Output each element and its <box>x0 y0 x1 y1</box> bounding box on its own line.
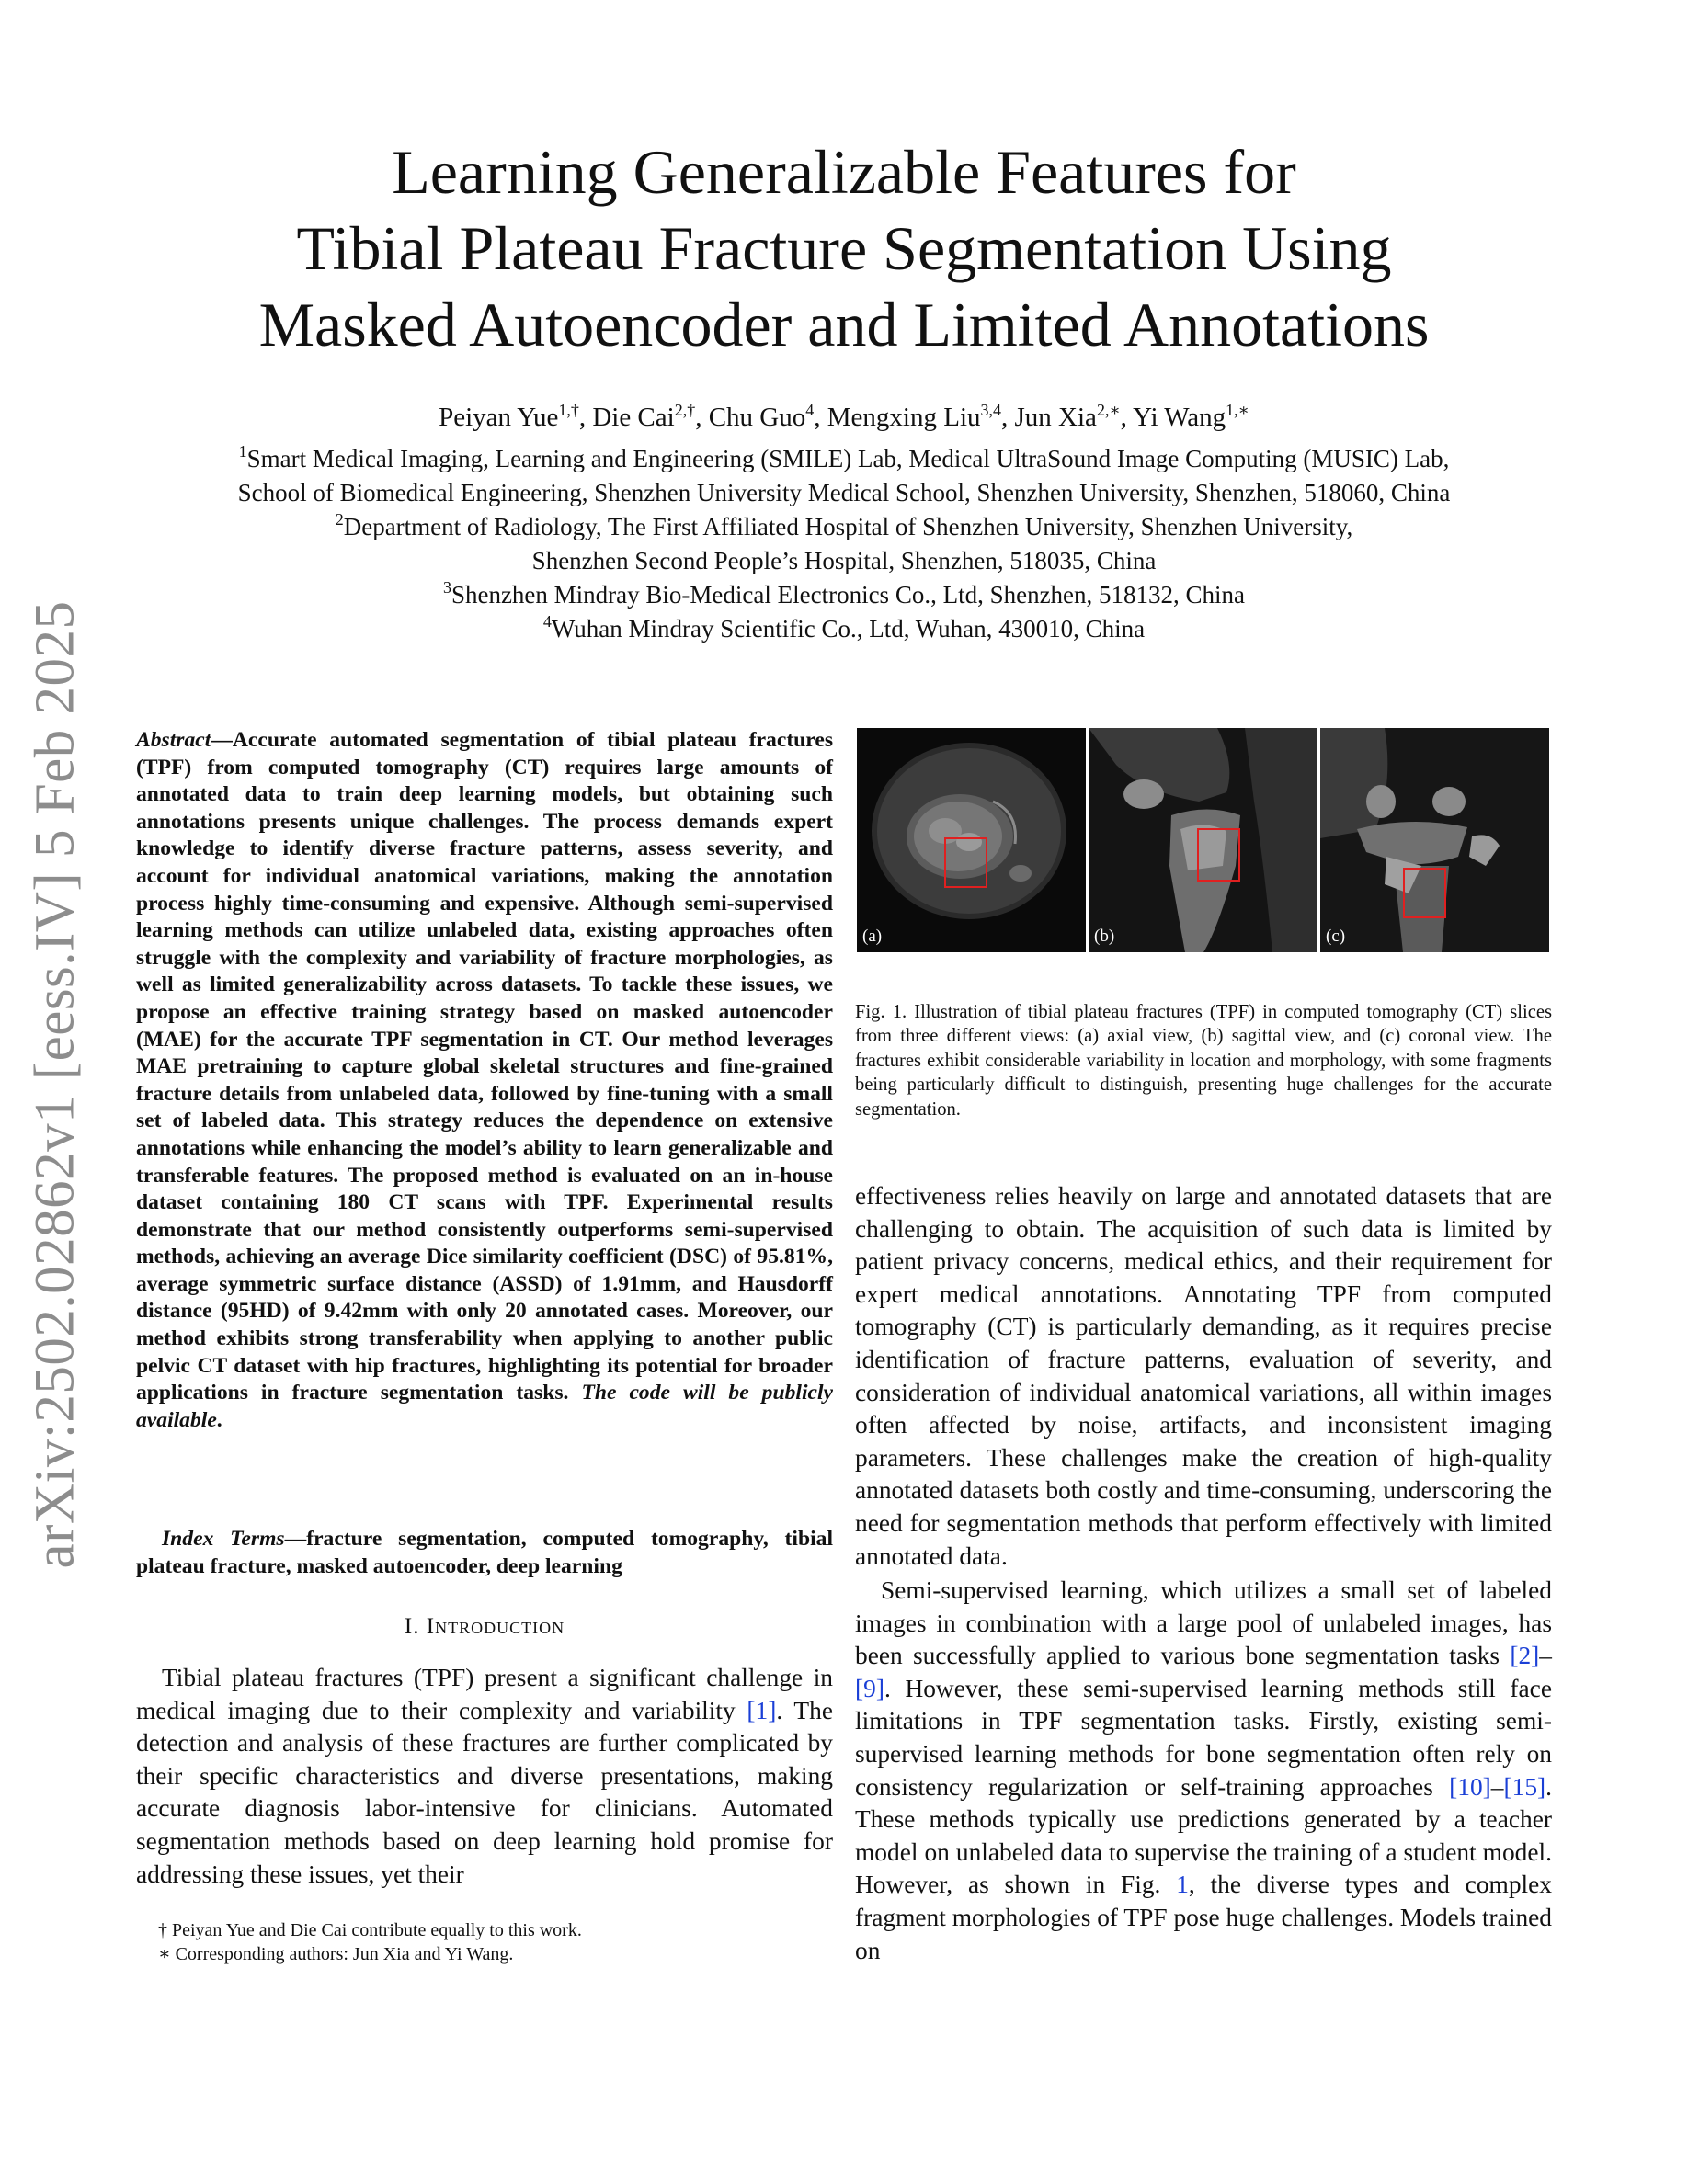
panel-label: (b) <box>1094 927 1115 946</box>
author: Yi Wang$^{1,∗}$ <box>1133 401 1249 432</box>
citation-link[interactable]: [9] <box>855 1674 884 1702</box>
intro-paragraph: Tibial plateau fractures (TPF) present a significant challenge in medical imaging due to their complexity and variability [1]. The detection and analysis of these fractures are further complicated by their specific characteristics and diverse presentations, making accurate diagnosis labor-intensive for clinicians. Automated segmentation methods based on deep learning hold promise for addressing these issues, yet their <box>136 1664 833 1888</box>
affiliation-line: $^1$Smart Medical Imaging, Learning and Engineering (SMILE) Lab, Medical UltraSound Image Computing (MUSIC) Lab, <box>238 442 1450 472</box>
section-heading: I. Introduction <box>404 1614 565 1639</box>
ct-coronal-view <box>1320 728 1549 952</box>
footnote: † Peiyan Yue and Die Cai contribute equally to this work. <box>158 1920 582 1940</box>
title-line: Learning Generalizable Features for <box>392 137 1296 207</box>
footnotes <box>136 1918 855 1966</box>
figure-1 <box>857 728 1549 952</box>
panel-label: (a) <box>862 927 883 946</box>
author-list: Peiyan Yue$^{1,\dagger}$, Die Cai$^{2,\dagger}$, Chu Guo$^4$, Mengxing Liu$^{3,4}$, Jun Xia$^{2,∗}$, Yi Wang$^{1,∗}$ <box>439 401 1249 432</box>
panel-label: (c) <box>1326 927 1346 946</box>
abstract: Abstract—Accurate automated segmentation of tibial plateau fractures (TPF) from computed tomography (CT) requires large amounts of annotated data to train deep learning models, but obtaining such annotations presents unique challenges. The process demands expert knowledge to identify diverse fracture patterns, assess severity, and account for individual anatomical variations, making the annotation process highly time-consuming and expensive. Although semi-supervised learning methods can utilize unlabeled data, existing approaches often struggle with the complexity and variability of fracture morphologies, as well as limited generalizability across datasets. To tackle these issues, we propose an effective training strategy based on masked autoencoder (MAE) for the accurate TPF segmentation in CT. Our method leverages MAE pretraining to capture global skeletal structures and fine-grained fracture details from unlabeled data, followed by fine-tuning with a small set of labeled data. This strategy reduces the dependence on extensive annotations while enhancing the model’s ability to learn generalizable and transferable features. The proposed method is evaluated on an in-house dataset containing 180 CT scans with TPF. Experimental results demonstrate that our method consistently outperforms semi-supervised methods, achieving an average Dice similarity coefficient (DSC) of 95.81%, average symmetric surface distance (ASSD) of 1.91mm, and Hausdorff distance (95HD) of 9.42mm with only 20 annotated cases. Moreover, our method exhibits strong transferability when applying to another public pelvic CT dataset with hip fractures, highlighting its potential for broader applications in fracture segmentation tasks. The code will be publicly available. <box>136 728 833 1432</box>
index-terms-label: Index Terms <box>162 1527 285 1551</box>
footnote: ∗ Corresponding authors: Jun Xia and Yi Wang. <box>158 1944 514 1964</box>
citation-link[interactable]: [1] <box>747 1696 777 1724</box>
ct-axial-view <box>857 728 1086 952</box>
figure-caption: Fig. 1. Illustration of tibial plateau fractures (TPF) in computed tomography (CT) slices from three different views: (a) axial view, (b) sagittal view, and (c) coronal view. The fractures exhibit considerable variability in location and morphology, with some fragments being particularly difficult to distinguish, presenting huge challenges for the accurate segmentation. <box>855 1002 1552 1120</box>
abstract-label: Abstract <box>136 728 211 752</box>
index-terms <box>136 1526 833 1580</box>
axial-ct-image <box>857 728 1086 952</box>
body-paragraph: Semi-supervised learning, which utilizes a small set of labeled images in combination with a large pool of unlabeled images, has been successfully applied to various bone segmentation tasks [2]–[9]. However, these semi-supervised learning methods still face limitations in TPF segmentation tasks. Firstly, existing semi-supervised learning methods for bone segmentation often rely on consistency regularization or self-training approaches [10]–[15]. These methods typically use predictions generated by a teacher model on unlabeled data to supervise the training of a student model. However, as shown in Fig. 1, the diverse types and complex fragment morphologies of TPF pose huge challenges. Models trained on <box>855 1576 1552 1964</box>
author: Jun Xia$^{2,∗}$ <box>1014 401 1121 432</box>
arxiv-sidebar <box>11 588 99 1581</box>
title-line: Masked Autoencoder and Limited Annotations <box>258 290 1430 359</box>
ct-sagittal-view <box>1089 728 1317 952</box>
paper-title <box>138 134 1550 363</box>
citation-link[interactable]: [2] <box>1510 1642 1540 1670</box>
affiliation-line: $^3$Shenzhen Mindray Bio-Medical Electronics Co., Ltd, Shenzhen, 518132, China <box>442 578 1246 609</box>
citation-link[interactable]: [15] <box>1503 1772 1546 1801</box>
affiliation-line: $^2$Department of Radiology, The First Affiliated Hospital of Shenzhen University, Shenzhen University, <box>335 510 1353 540</box>
author: Die Cai$^{2,\dagger}$ <box>592 401 696 432</box>
affiliations <box>138 442 1550 646</box>
title-line: Tibial Plateau Fracture Segmentation Using <box>296 213 1392 283</box>
body-paragraph: effectiveness relies heavily on large and annotated datasets that are challenging to obtain. The acquisition of such data is limited by patient privacy concerns, medical ethics, and their requirement for expert medical annotations. Annotating TPF from computed tomography (CT) is particularly demanding, as it requires precise identification of fracture patterns, evaluation of severity, and consideration of individual anatomical variations, all within images often affected by noise, artifacts, and inconsistent imaging parameters. These challenges make the creation of high-quality annotated datasets both costly and time-consuming, underscoring the need for segmentation methods that perform effectively with limited annotated data. <box>855 1182 1552 1570</box>
index-terms-body: —fracture segmentation, computed tomography, tibial plateau fracture, masked autoencoder, deep learning <box>136 1527 834 1578</box>
author: Chu Guo$^4$ <box>708 401 815 432</box>
citation-link[interactable]: [10] <box>1449 1772 1491 1801</box>
sagittal-ct-image <box>1089 728 1317 952</box>
code-availability-note: The code will be publicly available <box>136 1381 833 1432</box>
affiliation-line: School of Biomedical Engineering, Shenzhen University Medical School, Shenzhen University, Shenzhen, 518060, China <box>237 479 1451 506</box>
abstract-body: —Accurate automated segmentation of tibial plateau fractures (TPF) from computed tomography (CT) requires large amounts of annotated data to train deep learning models, but obtaining such annotations presents unique challenges. The process demands expert knowledge to identify diverse fracture patterns, assess severity, and account for individual anatomical variations, making the annotation process highly time-consuming and expensive. Although semi-supervised learning methods can utilize unlabeled data, existing approaches often struggle with the complexity and variability of fracture morphologies, as well as limited generalizability across datasets. To tackle these issues, we propose an effective training strategy based on masked autoencoder (MAE) for the accurate TPF segmentation in CT. Our method leverages MAE pretraining to capture global skeletal structures and fine-grained fracture details from unlabeled data, followed by fine-tuning with a small set of labeled data. This strategy reduces the dependence on extensive annotations while enhancing the model’s ability to learn generalizable and transferable features. The proposed method is evaluated on an in-house dataset containing 180 CT scans with TPF. Experimental results demonstrate that our method consistently outperforms semi-supervised methods, achieving an average Dice similarity coefficient (DSC) of 95.81%, average symmetric surface distance (ASSD) of 1.91mm, and Hausdorff distance (95HD) of 9.42mm with only 20 annotated cases. Moreover, our method exhibits strong transferability when applying to another public pelvic CT dataset with hip fractures, highlighting its potential for broader applications in fracture segmentation tasks. <box>136 728 833 1405</box>
author: Mengxing Liu$^{3,4}$ <box>827 401 1002 432</box>
figure-reference-link[interactable]: 1 <box>1176 1871 1189 1899</box>
author: Peiyan Yue$^{1,\dagger}$ <box>439 401 579 432</box>
arxiv-identifier: arXiv:2502.02862v1 [eess.IV] 5 Feb 2025 <box>24 600 86 1569</box>
affiliation-line: Shenzhen Second People’s Hospital, Shenzhen, 518035, China <box>531 547 1157 574</box>
affiliation-line: $^4$Wuhan Mindray Scientific Co., Ltd, Wuhan, 430010, China <box>542 612 1146 643</box>
coronal-ct-image <box>1320 728 1549 952</box>
